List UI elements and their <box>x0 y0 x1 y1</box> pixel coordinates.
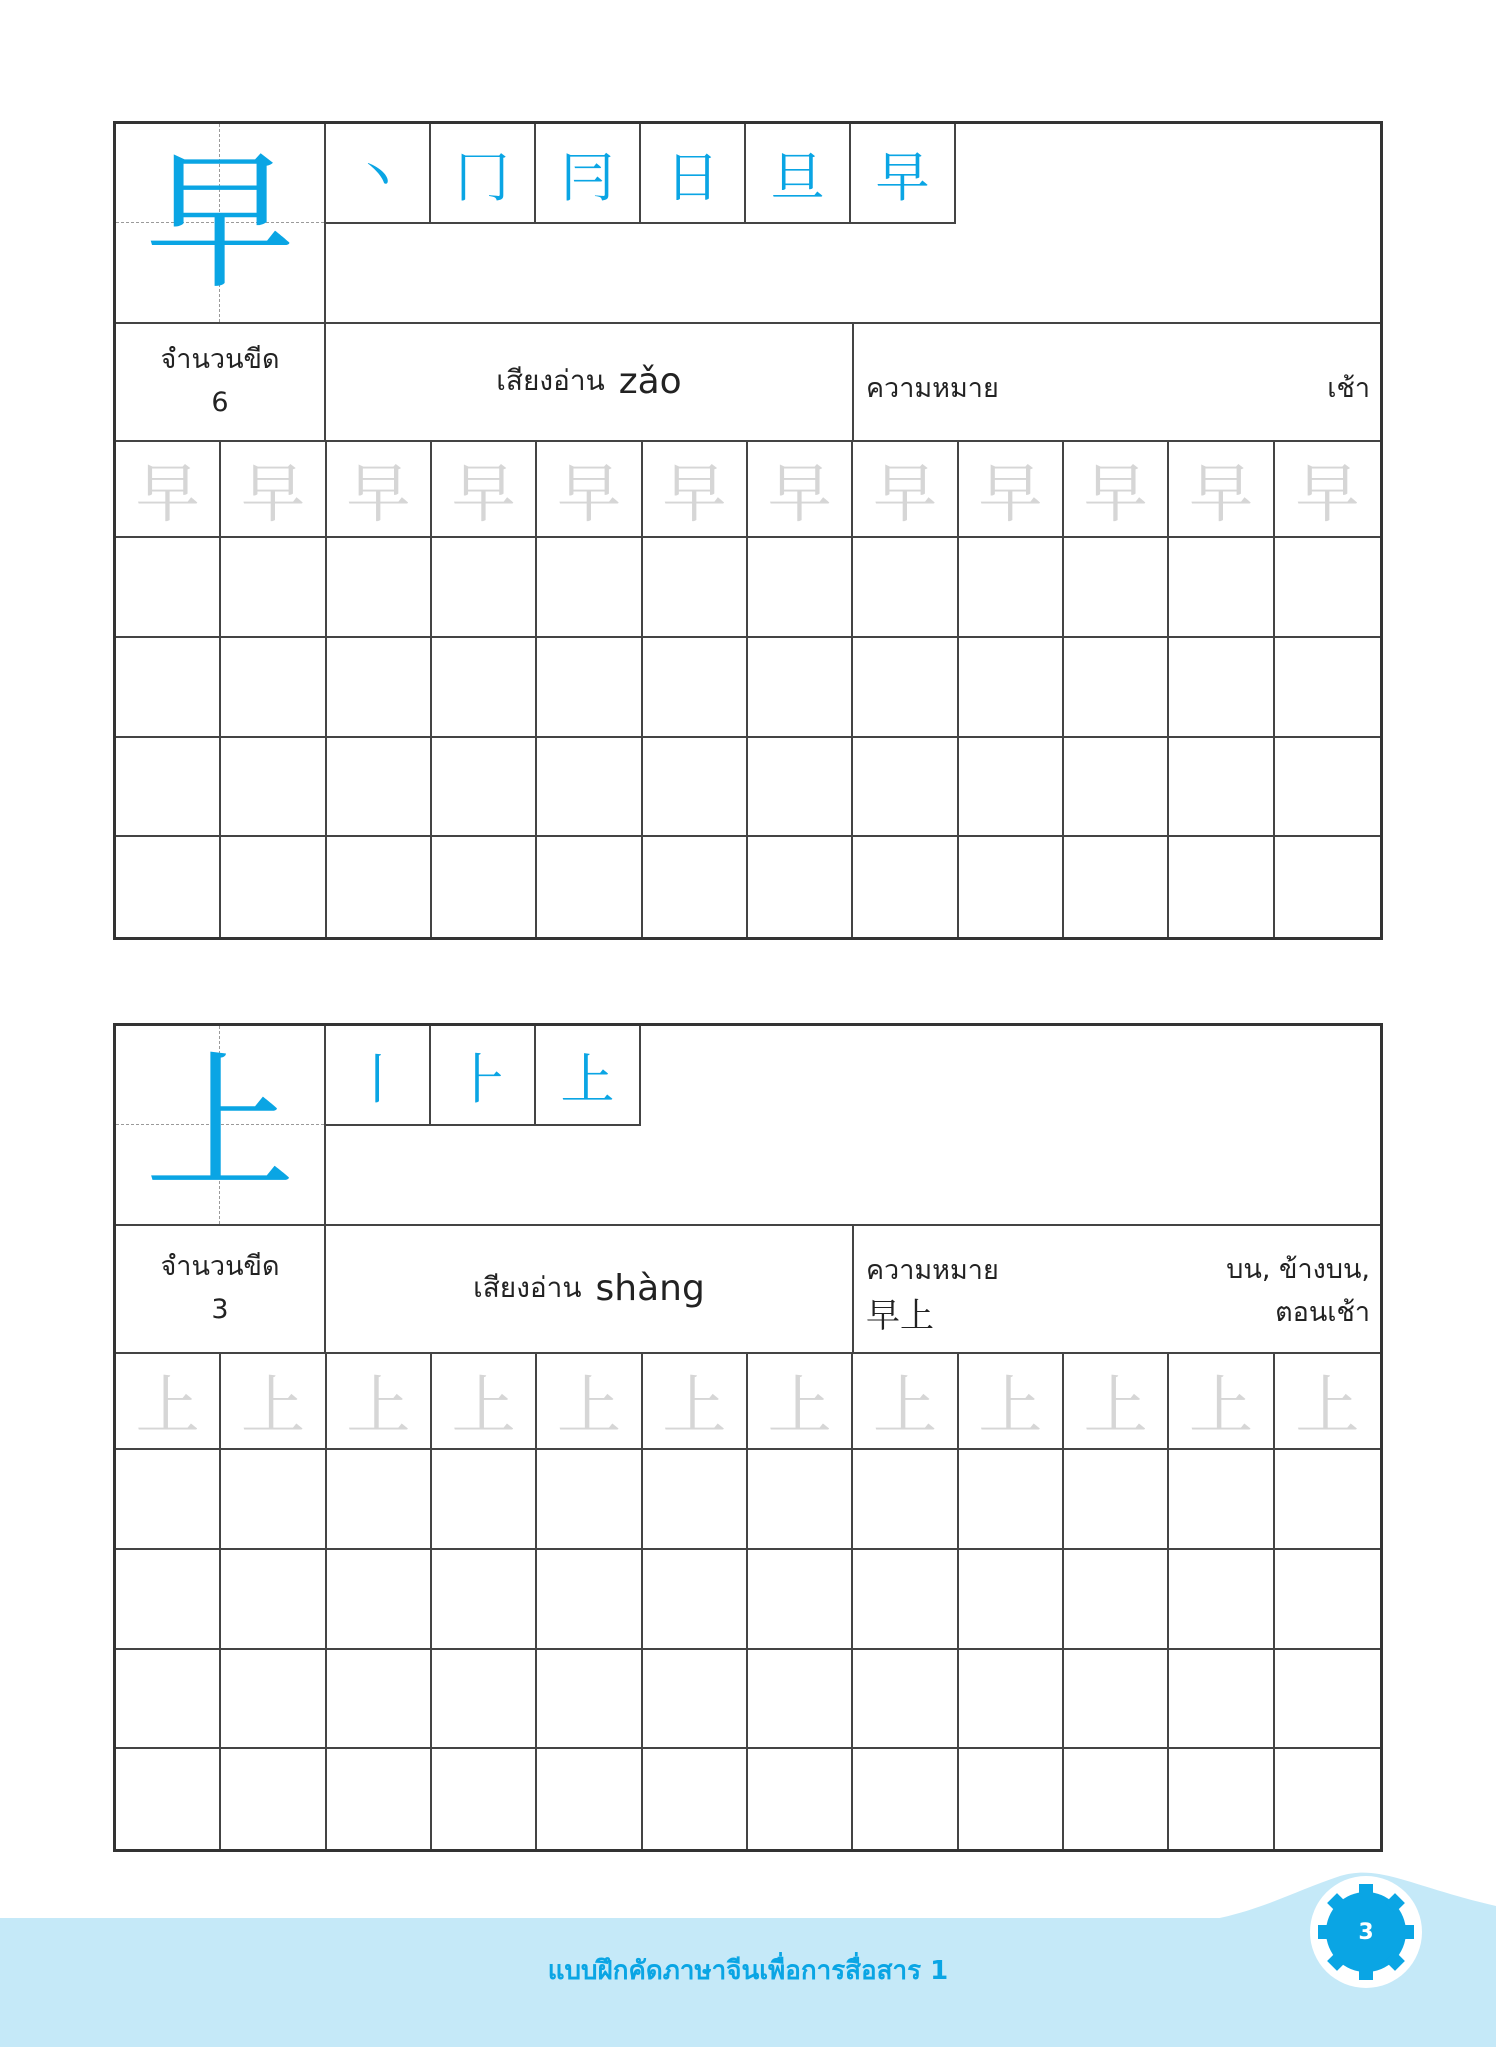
practice-cell <box>221 1749 326 1849</box>
practice-cell <box>537 538 642 638</box>
trace-cell <box>1064 442 1169 538</box>
practice-cell <box>748 538 853 638</box>
reading-label: เสียงอ่าน <box>496 364 605 397</box>
trace-character: 早 <box>1083 458 1148 532</box>
meaning-line-2: ตอนเช้า <box>1275 1297 1370 1329</box>
practice-cell <box>748 738 853 838</box>
practice-cell <box>221 538 326 638</box>
practice-cell <box>221 1650 326 1750</box>
practice-cell <box>748 1550 853 1650</box>
practice-cell <box>1275 538 1380 638</box>
trace-cell <box>327 1354 432 1450</box>
practice-cell <box>853 1749 958 1849</box>
trace-character: 上 <box>451 1370 516 1444</box>
trace-character: 上 <box>240 1370 305 1444</box>
model-character-box <box>116 124 326 322</box>
practice-cell <box>221 638 326 738</box>
trace-cell <box>959 1354 1064 1450</box>
practice-cell <box>116 1749 221 1849</box>
trace-character: 上 <box>662 1370 727 1444</box>
practice-cell <box>853 837 958 937</box>
trace-cell <box>1275 442 1380 538</box>
practice-cell <box>643 1550 748 1650</box>
stroke-step-1: 丨 <box>326 1026 431 1126</box>
practice-cell <box>853 1650 958 1750</box>
practice-cell <box>1169 1749 1274 1849</box>
trace-cell <box>853 1354 958 1450</box>
reading-label: เสียงอ่าน <box>473 1271 582 1304</box>
stroke-order-row <box>326 124 956 224</box>
practice-cell <box>1169 738 1274 838</box>
practice-cell <box>1169 638 1274 738</box>
practice-cell <box>853 638 958 738</box>
page-number: 3 <box>1358 1919 1374 1945</box>
trace-cell <box>959 442 1064 538</box>
meaning-cell <box>854 322 1380 440</box>
trace-character: 上 <box>346 1370 411 1444</box>
practice-cell <box>327 1650 432 1750</box>
practice-cell <box>327 538 432 638</box>
practice-sheet-shang <box>113 1023 1383 1852</box>
practice-cell <box>432 638 537 738</box>
practice-cell <box>537 1650 642 1750</box>
practice-cell <box>959 1550 1064 1650</box>
practice-cell <box>853 538 958 638</box>
practice-cell <box>327 738 432 838</box>
practice-grid <box>116 442 1380 937</box>
practice-cell <box>959 1450 1064 1550</box>
practice-cell <box>327 1749 432 1849</box>
model-character: 早 <box>144 136 295 310</box>
trace-cell <box>221 442 326 538</box>
character-info-row <box>116 1224 1380 1354</box>
practice-cell <box>537 638 642 738</box>
trace-character: 上 <box>135 1370 200 1444</box>
trace-character: 早 <box>451 458 516 532</box>
trace-cell <box>643 1354 748 1450</box>
practice-cell <box>116 1650 221 1750</box>
trace-cell <box>853 442 958 538</box>
model-character-box <box>116 1026 326 1224</box>
trace-character: 上 <box>872 1370 937 1444</box>
practice-cell <box>432 1450 537 1550</box>
stroke-count-cell <box>116 322 326 440</box>
practice-cell <box>537 1749 642 1849</box>
meaning-label: ความหมาย <box>866 1255 999 1286</box>
stroke-count-cell <box>116 1224 326 1352</box>
trace-character: 早 <box>1188 458 1253 532</box>
practice-cell <box>116 837 221 937</box>
practice-cell <box>327 837 432 937</box>
trace-cell <box>432 1354 537 1450</box>
practice-cell <box>1275 837 1380 937</box>
practice-cell <box>221 738 326 838</box>
practice-cell <box>116 1450 221 1550</box>
practice-cell <box>853 738 958 838</box>
trace-character: 上 <box>767 1370 832 1444</box>
trace-cell <box>432 442 537 538</box>
character-info-row <box>116 322 1380 442</box>
practice-cell <box>643 1450 748 1550</box>
character-header <box>116 124 1380 324</box>
practice-cell <box>116 738 221 838</box>
practice-cell <box>959 538 1064 638</box>
practice-cell <box>432 538 537 638</box>
meaning-value <box>1226 1248 1370 1334</box>
practice-cell <box>748 638 853 738</box>
practice-cell <box>1064 538 1169 638</box>
trace-cell <box>1275 1354 1380 1450</box>
practice-cell <box>432 1550 537 1650</box>
pinyin-value: zǎo <box>618 360 682 402</box>
pinyin-value: shàng <box>595 1267 705 1309</box>
model-character: 上 <box>144 1038 295 1212</box>
practice-cell <box>959 1650 1064 1750</box>
practice-grid <box>116 1354 1380 1849</box>
practice-cell <box>1275 638 1380 738</box>
trace-character: 早 <box>662 458 727 532</box>
practice-cell <box>748 1749 853 1849</box>
meaning-label: ความหมาย <box>866 373 999 404</box>
practice-cell <box>432 738 537 838</box>
stroke-step-2: 冂 <box>431 124 536 224</box>
practice-cell <box>959 638 1064 738</box>
practice-cell <box>537 1450 642 1550</box>
reading-cell <box>326 1224 854 1352</box>
practice-cell <box>643 837 748 937</box>
trace-character: 早 <box>767 458 832 532</box>
meaning-line-1: บน, ข้างบน, <box>1226 1254 1370 1285</box>
practice-cell <box>221 1550 326 1650</box>
practice-cell <box>327 1550 432 1650</box>
practice-cell <box>643 738 748 838</box>
practice-cell <box>1275 1749 1380 1849</box>
practice-cell <box>1275 1550 1380 1650</box>
practice-cell <box>1169 1650 1274 1750</box>
practice-cell <box>327 638 432 738</box>
stroke-count-value: 6 <box>211 387 229 418</box>
practice-cell <box>537 837 642 937</box>
practice-cell <box>1169 1550 1274 1650</box>
trace-cell <box>116 1354 221 1450</box>
trace-character: 上 <box>978 1370 1043 1444</box>
trace-character: 早 <box>1295 458 1360 532</box>
trace-cell <box>1064 1354 1169 1450</box>
practice-cell <box>1169 837 1274 937</box>
practice-cell <box>643 638 748 738</box>
trace-character: 早 <box>346 458 411 532</box>
practice-cell <box>643 1749 748 1849</box>
practice-cell <box>537 1550 642 1650</box>
practice-cell <box>221 1450 326 1550</box>
practice-cell <box>1064 1650 1169 1750</box>
practice-cell <box>116 538 221 638</box>
practice-cell <box>748 837 853 937</box>
practice-cell <box>1275 738 1380 838</box>
trace-cell <box>748 442 853 538</box>
practice-cell <box>432 1650 537 1750</box>
trace-cell <box>1169 442 1274 538</box>
practice-cell <box>221 837 326 937</box>
practice-cell <box>1275 1450 1380 1550</box>
stroke-step-3: 上 <box>536 1026 641 1126</box>
reading-cell <box>326 322 854 440</box>
practice-cell <box>1064 1550 1169 1650</box>
practice-cell <box>1064 638 1169 738</box>
example-word: 早上 <box>866 1296 934 1336</box>
trace-character: 上 <box>1188 1370 1253 1444</box>
character-header <box>116 1026 1380 1226</box>
stroke-step-3: 冃 <box>536 124 641 224</box>
trace-cell <box>748 1354 853 1450</box>
practice-cell <box>432 837 537 937</box>
trace-cell <box>1169 1354 1274 1450</box>
trace-character: 上 <box>1083 1370 1148 1444</box>
stroke-order-row <box>326 1026 641 1126</box>
stroke-count-value: 3 <box>211 1294 229 1325</box>
trace-character: 早 <box>978 458 1043 532</box>
practice-cell <box>1064 1450 1169 1550</box>
stroke-step-4: 日 <box>641 124 746 224</box>
trace-character: 早 <box>556 458 621 532</box>
stroke-step-2: ⺊ <box>431 1026 536 1126</box>
practice-cell <box>853 1450 958 1550</box>
practice-cell <box>327 1450 432 1550</box>
practice-cell <box>959 1749 1064 1849</box>
trace-cell <box>643 442 748 538</box>
practice-cell <box>643 538 748 638</box>
meaning-cell <box>854 1224 1380 1352</box>
practice-cell <box>853 1550 958 1650</box>
practice-cell <box>1169 538 1274 638</box>
trace-cell <box>537 442 642 538</box>
trace-cell <box>221 1354 326 1450</box>
practice-cell <box>1064 738 1169 838</box>
book-title: แบบฝึกคัดภาษาจีนเพื่อการสื่อสาร 1 <box>547 1956 949 1986</box>
trace-cell <box>537 1354 642 1450</box>
trace-cell <box>116 442 221 538</box>
stroke-count-label: จำนวนขีด <box>160 343 280 375</box>
practice-sheet-zao <box>113 121 1383 940</box>
trace-character: 上 <box>556 1370 621 1444</box>
trace-cell <box>327 442 432 538</box>
trace-character: 早 <box>872 458 937 532</box>
practice-cell <box>1169 1450 1274 1550</box>
practice-cell <box>1064 837 1169 937</box>
meaning-value: เช้า <box>1327 373 1370 404</box>
practice-cell <box>959 738 1064 838</box>
practice-cell <box>116 1550 221 1650</box>
trace-character: 上 <box>1295 1370 1360 1444</box>
trace-character: 早 <box>135 458 200 532</box>
practice-cell <box>1064 1749 1169 1849</box>
practice-cell <box>959 837 1064 937</box>
practice-cell <box>1275 1650 1380 1750</box>
stroke-step-5: 旦 <box>746 124 851 224</box>
trace-character: 早 <box>240 458 305 532</box>
stroke-count-label: จำนวนขีด <box>160 1250 280 1282</box>
stroke-step-1: 丶 <box>326 124 431 224</box>
practice-cell <box>748 1450 853 1550</box>
practice-cell <box>432 1749 537 1849</box>
practice-cell <box>537 738 642 838</box>
stroke-step-6: 早 <box>851 124 956 224</box>
practice-cell <box>643 1650 748 1750</box>
practice-cell <box>748 1650 853 1750</box>
practice-cell <box>116 638 221 738</box>
